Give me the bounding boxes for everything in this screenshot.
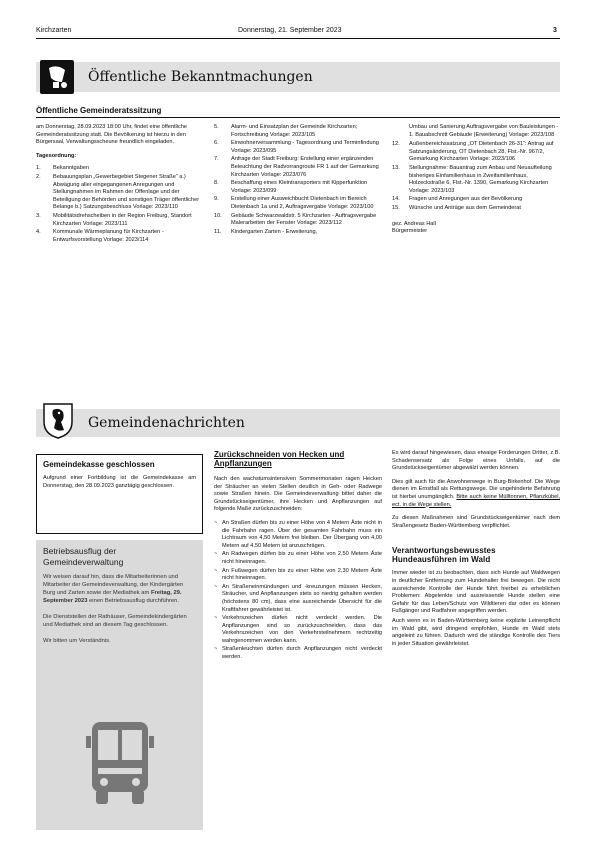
agenda-item-text: Fragen und Anregungen aus der Bevölkerung — [409, 196, 523, 203]
article-hecken-continued — [392, 450, 560, 650]
agenda-item-text: Beschaffung eines Kleintransporters mit Kipperfunktion Vorlage: 2023/099 — [231, 180, 368, 194]
agenda-item-text: Einwohnerversammlung - Tagesordnung und Terminfindung Vorlage: 2023/095 — [231, 140, 379, 154]
meeting-intro: am Donnerstag, 28.09.2023 18:00 Uhr, findet eine öffentliche Gemeinderatssitzung statt. Die Bevölkerung ist hierzu in den Bürgersaal, Verwaltungsscheune freundlich eingeladen. — [36, 124, 188, 146]
agenda-item — [36, 165, 204, 173]
agenda-item-text: Bebauungsplan „Gewerbegebiet Stegener Straße“ a.) Abwägung aller eingegangenen Anregungen und Stellungnahmen im Rahmen der Offenlage und der Beteiligung der Behörden und sonstigen Träger öffentlicher Belange b.) Satzungsbeschluss Vorlage: 2023/110 — [53, 173, 200, 211]
agenda-item-text: Kommunale Wärmeplanung für Kirchzarten - Entwurfsvorstellung Vorlage: 2023/114 — [53, 229, 164, 243]
agenda-item — [392, 205, 560, 213]
agenda-item-text: Außenbereichssatzung „OT Dietenbach 26-31“: Antrag auf Satzungsänderung, OT Dietenbach 28, Flst.-Nr. 967/2, Gemarkung Kirchzarten Vorlage: 2023/106 — [409, 141, 554, 163]
article-title-hecken: Zurückschneiden von Hecken und Anpflanzungen — [214, 450, 345, 468]
agenda-item-number: 1. — [36, 165, 41, 172]
agenda-column-2 — [214, 124, 382, 237]
agenda-item — [36, 174, 204, 212]
notice-thanks: Wir bitten um Verständnis. — [43, 638, 111, 644]
agenda-item-text: Gebäude Schwarzwaldstr. 5 Kirchzarten - Auftragsvergabe Malerarbeiten der Fenster Vorlage: 2023/112 — [231, 212, 377, 227]
article-rule — [36, 117, 560, 118]
agenda-item-number: 12. — [392, 141, 400, 148]
article-text-hunde-2: Auch wenn es in Baden-Württemberg keine explizite Leinenpflicht im Wald gibt, wird dringend empfohlen, Hunde im Wald stets angeleint zu führen. Dadurch wird die ständige Kontrolle des Tiers in jeder Situation gewährleistet. — [392, 617, 560, 647]
notice-text-part: Wir weisen darauf hin, dass die Mitarbeiterinnen und Mitarbeiter der Gemeindeverwaltung, der Kindergärten Burg und Zarten sowie der Mediathek am — [43, 574, 184, 596]
bullet-marker: ~ — [214, 646, 218, 653]
notice-text-part: einen Betriebsausflug durchführen. — [87, 598, 179, 604]
hecken-rule-item — [214, 551, 382, 566]
notice-title-gemeindekasse: Gemeindekasse geschlossen — [43, 460, 155, 469]
agenda-item-number: 2. — [36, 173, 41, 180]
page-number: 3 — [553, 27, 557, 34]
agenda-item — [214, 156, 382, 179]
section-title-gemeindenachrichten: Gemeindenachrichten — [88, 415, 245, 431]
notice-text-gemeindekasse: Aufgrund einer Fortbildung ist die Gemeindekasse am Donnerstag, den 28.09.2023 ganztägig geschlossen. — [43, 475, 196, 489]
notice-box-gemeindekasse — [36, 454, 203, 534]
agenda-item — [36, 229, 204, 244]
agenda-item-number: 15. — [392, 204, 400, 211]
notice-box-betriebsausflug — [36, 540, 203, 830]
agenda-item-number: 6. — [214, 140, 219, 147]
rescue-paths-text: Dies gilt auch für die Anwohnerwege in Burg-Birkenhof. Die Wege dienen im Ernstfall als Rettungswege. Die ungehinderte Befahrung ist hierbei unumgänglich. — [392, 478, 560, 500]
agenda-column-3 — [392, 124, 560, 238]
agenda-item-text: Stellungnahme: Bauantrag zum Anbau und Neuaufteilung bisheriges Einfamilienhaus in Zweifamilienhaus, Holzeckstraße 6, Flst.-Nr. 1390, Gemarkung Kirchzarten Vorlage: 2023/103 — [409, 164, 552, 194]
agenda-item-number: 3. — [36, 212, 41, 219]
hecken-rule-item — [214, 520, 382, 550]
agenda-item — [36, 213, 204, 228]
hecken-rule-text: An Radwegen dürfen bis zu einer Höhe von 2,50 Metern Äste nicht hineinragen. — [222, 551, 382, 565]
agenda-item-text: Anfrage der Stadt Freiburg: Erstellung einer ergänzenden Beleuchtung der Radvorrangroute FR 1 auf der Gemarkung Kirchzarten Vorlage: 2023/076 — [231, 156, 379, 178]
agenda-item-11-continued: Umbau und Sanierung Auftragsvergabe von Bauleistungen - 1. Bauabschnitt Gebäude (Erweiterung) Vorlage: 2023/108 — [409, 124, 559, 138]
agenda-list-1 — [36, 165, 204, 244]
hecken-rule-text: Verkehrszeichen dürfen nicht verdeckt werden. Die Anpflanzungen sind so zurückzuschneiden, dass das Verkehrszeichen von den Verkehrsteilnehmern rechtzeitig wahrgenommen werden kann. — [222, 615, 382, 644]
liability-note: Es wird darauf hingewiesen, dass etwaige Forderungen Dritter, z.B. Schadensersatz als Folge eines Unfalls, auf die Grundstückseigentümer abgewälzt werden können. — [392, 450, 560, 472]
hecken-rule-text: An Fußwegen dürfen bis zu einer Höhe von 2,30 Metern Äste nicht hineinragen. — [222, 567, 382, 582]
article-intro-hecken: Nach den wachstumsintensiven Sommermonaten ragen Hecken der Sträucher an vielen Stellen deutlich in Geh- oder Radwege sowie Straßen hinein. Die Gemeindeverwaltung bittet daher die Grundstückseigentümer, ihre Hecken und Anpflanzungen auf folgende Maße zurückzuschneiden: — [214, 476, 382, 513]
agenda-item-text: Alarm- und Einsatzplan der Gemeinde Kirchzarten; Fortschreibung Vorlage: 2023/105 — [231, 124, 358, 138]
bell-icon — [40, 60, 74, 94]
hecken-rule-text: Straßenleuchten dürfen durch Anpflanzungen nicht verdeckt werden. — [222, 646, 382, 661]
agenda-item-number: 11. — [214, 228, 222, 235]
agenda-item — [392, 196, 560, 204]
agenda-item-number: 13. — [392, 164, 400, 171]
notice-text-betriebsausflug — [43, 573, 196, 645]
hecken-rules-list — [214, 520, 382, 662]
bullet-marker: ~ — [214, 551, 218, 558]
agenda-item — [214, 213, 382, 228]
agenda-item — [214, 196, 382, 211]
agenda-item-number: 7. — [214, 156, 219, 163]
agenda-list-3 — [392, 141, 560, 212]
agenda-list-2 — [214, 124, 382, 236]
legal-basis-note: Zu diesen Maßnahmen sind Grundstückseigentümer nach dem Straßengesetz Baden-Württemberg verpflichtet. — [392, 515, 560, 529]
bullet-marker: ~ — [214, 519, 218, 526]
agenda-item — [392, 165, 560, 195]
notice-title-betriebsausflug: Betriebsausflug der Gemeindeverwaltung — [43, 546, 124, 567]
hecken-rule-item — [214, 584, 382, 614]
bullet-marker: ~ — [214, 615, 218, 622]
agenda-item — [214, 140, 382, 155]
bullet-marker: ~ — [214, 583, 218, 590]
article-title-hunde: Verantwortungsbewusstes Hundeausführen im Wald — [392, 546, 496, 565]
agenda-item-number: 14. — [392, 196, 400, 203]
hecken-rule-text: An Straßen dürfen bis zu einer Höhe von 4 Metern Äste nicht in die Fahrbahn ragen. Über der gesamten Fahrbahn muss ein Lichtraum von 4,50 Metern frei bleiben. Der Übergang von 4,00 Metern auf 4,50 Metern ist anzuschrägen. — [222, 519, 382, 549]
agenda-item-number: 8. — [214, 180, 219, 187]
hecken-rule-item — [214, 646, 382, 661]
hecken-rule-item — [214, 568, 382, 583]
article-hecken — [214, 450, 382, 663]
rescue-paths-note — [392, 479, 560, 509]
agenda-label: Tagesordnung: — [36, 152, 77, 159]
agenda-item-number: 10. — [214, 212, 222, 219]
agenda-item — [392, 141, 560, 164]
header-date: Donnerstag, 21. September 2023 — [238, 27, 342, 34]
agenda-item-text: Mobilitätsdrehscheiben in der Region Freiburg, Standort Kirchzarten Vorlage: 2023/111 — [53, 212, 192, 227]
notice-closed: Die Dienststellen der Rathäuser, Gemeindekindergärten und Mediathek sind an diesem Tag geschlossen. — [43, 614, 187, 628]
signature-role: Bürgermeister — [392, 228, 428, 235]
agenda-item — [214, 229, 382, 237]
article-text-hunde-1: Immer wieder ist zu beobachten, dass sich Hunde auf Waldwegen in deutlicher Entfernung zum Hundehalter frei bewegen. Die nicht ausreichende Kontrolle der Hunde führt hierbei zu erheblichen Problemen: Abgelenkte und ausreissende Hunde stellen eine Gefahr für das Leben/Schutz von Wildtieren dar oder es können Fußgänger und Radfahrer angegriffen werden. — [392, 570, 560, 615]
coat-of-arms-icon — [42, 402, 74, 440]
notice-date: Freitag, 29. September 2023 — [43, 590, 182, 604]
agenda-item-number: 4. — [36, 229, 41, 236]
article-heading-gemeinderatssitzung: Öffentliche Gemeinderatssitzung — [36, 106, 162, 115]
agenda-item-number: 9. — [214, 196, 219, 203]
header-rule — [36, 38, 560, 39]
rescue-paths-request: Bitte auch keine Mülltonnen, Pflanzkübel, ect. in die Wege stellen. — [392, 493, 560, 508]
agenda-item-number: 5. — [214, 124, 219, 130]
agenda-item — [214, 180, 382, 195]
agenda-column-1 — [36, 124, 204, 245]
header-town: Kirchzarten — [36, 27, 72, 34]
bullet-marker: ~ — [214, 567, 218, 574]
signature-name: gez. Andreas Hall — [392, 220, 436, 227]
hecken-rule-item — [214, 615, 382, 645]
agenda-item-text: Wünsche und Anträge aus dem Gemeinderat — [409, 204, 521, 211]
agenda-item-text: Kindergarten Zarten - Erweiterung, — [231, 228, 318, 235]
section-title-bekanntmachungen: Öffentliche Bekanntmachungen — [88, 69, 313, 85]
agenda-item-text: Bekanntgaben — [53, 165, 90, 172]
agenda-item — [214, 124, 382, 139]
agenda-item-text: Erstellung einer Ausweichbucht Dietenbach im Bereich Dietenbach 1a und 2, Auftragsvergabe Vorlage: 2023/100 — [231, 196, 374, 210]
hecken-rule-text: An Straßeneinmündungen und -kreuzungen müssen Hecken, Sträucher, und Anpflanzungen stets so niedrig gehalten werden (höchstens 80 cm), dass eine ausreichende Übersicht für die Kraftfahrer gewährleistet ist. — [222, 583, 382, 613]
bus-icon — [84, 718, 156, 808]
